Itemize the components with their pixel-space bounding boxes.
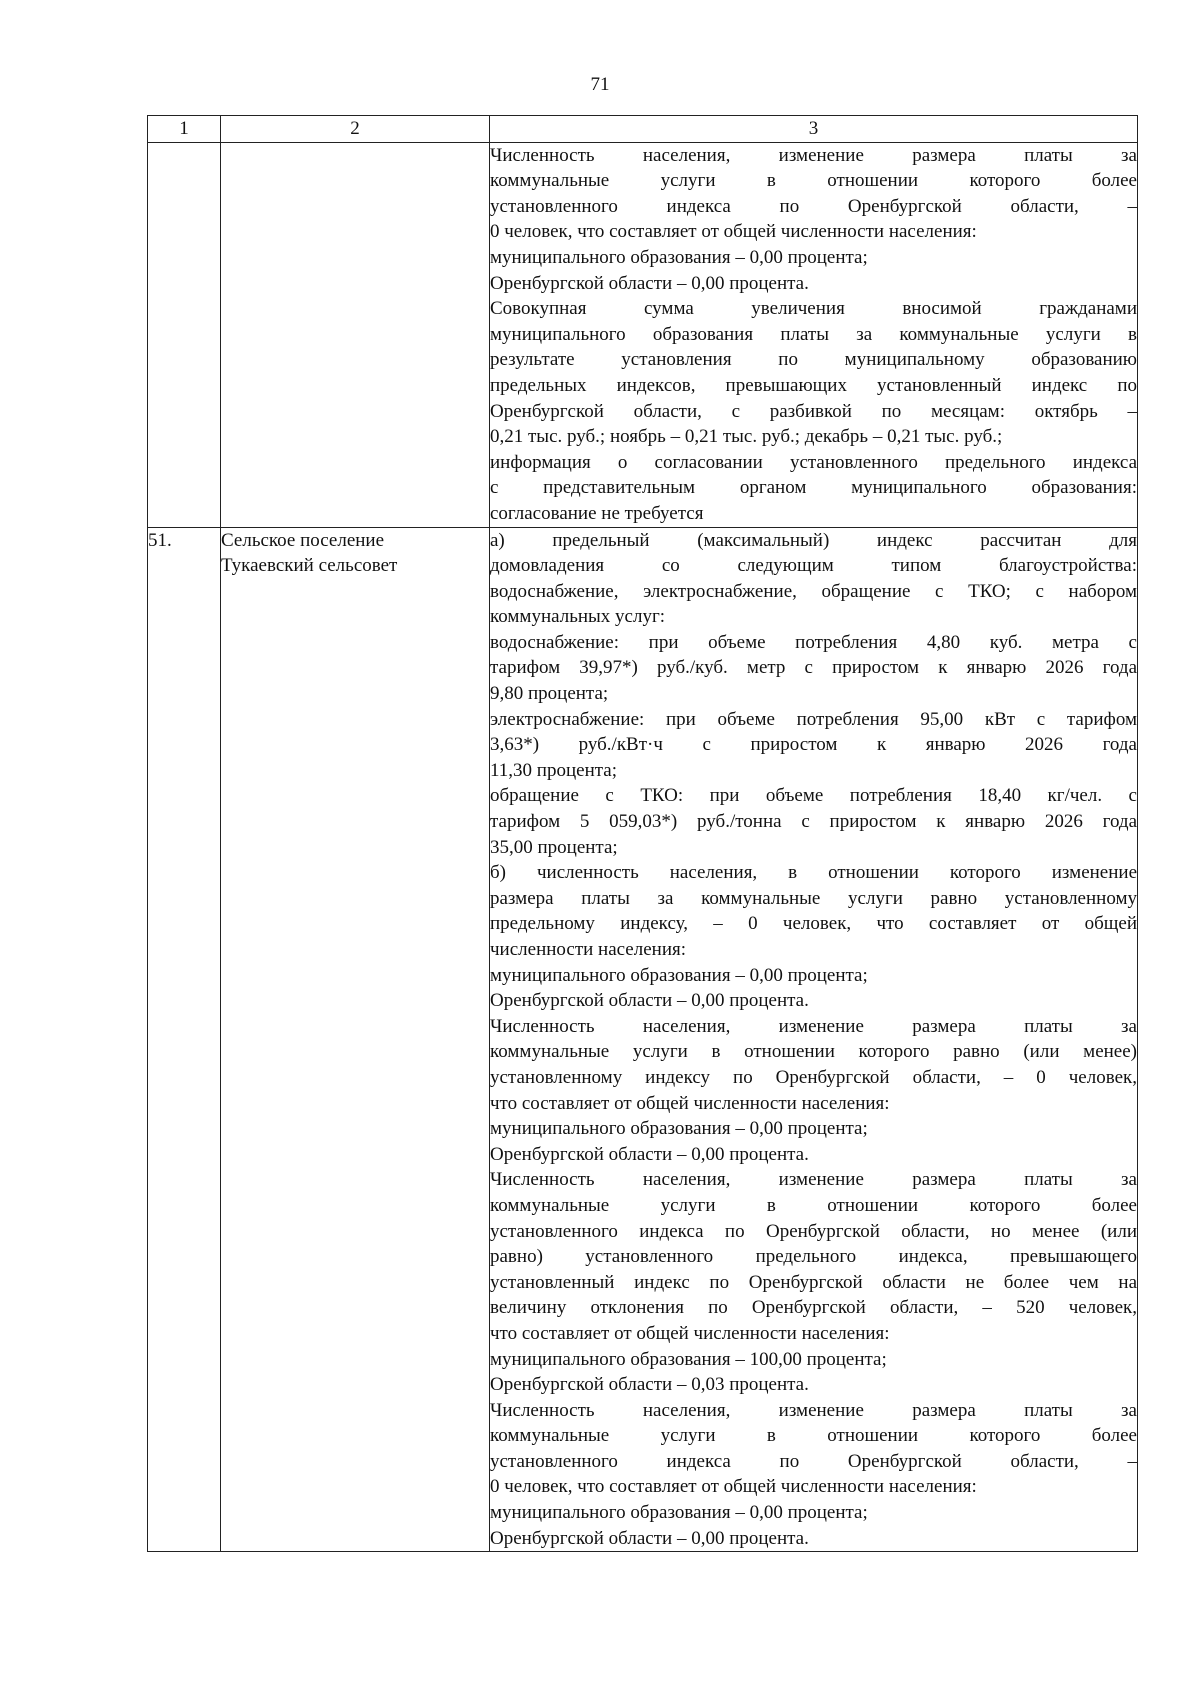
text-line: 0 человек, что составляет от общей численности населения: (490, 221, 977, 243)
text-line: Оренбургской области – 0,03 процента. (490, 1374, 809, 1396)
text-line: Оренбургской области – 0,00 процента. (490, 272, 809, 294)
text-line: численности населения: (490, 939, 687, 960)
text-line: 3,63*) руб./кВт·ч с приростом к январю 2026 года (490, 734, 1137, 756)
text-line: б) численность населения, в отношении которого изменение (490, 862, 1137, 884)
header-col-3: 3 (490, 116, 1138, 143)
row-number: 51. (148, 527, 221, 1552)
text-line: предельных индексов, превышающих установленный индекс по (490, 374, 1137, 396)
text-line: тарифом 39,97*) руб./куб. метр с приростом к январю 2026 года (490, 657, 1137, 679)
row-number (148, 142, 221, 527)
text-line: коммунальные услуги в отношении которого более (490, 170, 1137, 192)
text-line: водоснабжение, электроснабжение, обращение с ТКО; с набором (490, 580, 1137, 602)
text-line: Численность населения, изменение размера платы за (490, 1015, 1137, 1037)
text-line: установленному индексу по Оренбургской области, – 0 человек, (490, 1066, 1137, 1088)
text-line: Оренбургской области, с разбивкой по месяцам: октябрь – (490, 400, 1137, 422)
header-col-1: 1 (148, 116, 221, 143)
text-line: Численность населения, изменение размера платы за (490, 1399, 1137, 1421)
text-line: 9,80 процента; (490, 683, 609, 705)
text-line: Совокупная сумма увеличения вносимой гражданами (490, 298, 1137, 320)
text-line: 0 человек, что составляет от общей численности населения: (490, 1476, 977, 1498)
page-number: 71 (590, 74, 610, 95)
text-line: величину отклонения по Оренбургской области, – 520 человек, (490, 1297, 1137, 1319)
text-line: Оренбургской области – 0,00 процента. (490, 1143, 809, 1165)
table-row-51 (148, 527, 1138, 1552)
settlement-name-line: Сельское поселение (221, 529, 385, 551)
settlement-name-cell (221, 142, 490, 527)
text-line: муниципального образования – 0,00 процента; (490, 964, 868, 986)
text-line: 11,30 процента; (490, 759, 617, 781)
text-line: обращение с ТКО: при объеме потребления 18,40 кг/чел. с (490, 785, 1137, 807)
indices-table (147, 115, 1138, 1552)
text-line: водоснабжение: при объеме потребления 4,80 куб. метра с (490, 631, 1137, 653)
text-line: что составляет от общей численности населения: (490, 1322, 890, 1344)
text-line: информация о согласовании установленного предельного индекса (490, 451, 1137, 473)
text-line: 35,00 процента; (490, 836, 618, 858)
text-line: что составляет от общей численности населения: (490, 1092, 890, 1114)
text-line: муниципального образования – 0,00 процента; (490, 246, 868, 268)
text-line: Оренбургской области – 0,00 процента. (490, 990, 809, 1012)
text-line: муниципального образования – 0,00 процента; (490, 1118, 868, 1140)
settlement-name-line: Тукаевский сельсовет (221, 555, 398, 577)
text-line: а) предельный (максимальный) индекс рассчитан для (490, 529, 1137, 551)
text-line: муниципального образования – 0,00 процента; (490, 1502, 868, 1524)
text-line: предельному индексу, – 0 человек, что составляет от общей (490, 913, 1137, 935)
text-line: установленного индекса по Оренбургской области, – (490, 195, 1137, 217)
text-line: муниципального образования платы за коммунальные услуги в (490, 323, 1137, 345)
text-line: муниципального образования – 100,00 процента; (490, 1348, 887, 1370)
text-line: Численность населения, изменение размера платы за (490, 1169, 1137, 1191)
text-line: установленного индекса по Оренбургской области, – (490, 1450, 1137, 1472)
settlement-name-cell (221, 527, 490, 1552)
table-row-continuation (148, 142, 1138, 527)
indices-text-cell (490, 142, 1138, 527)
text-line: результате установления по муниципальному образованию (490, 349, 1137, 371)
indices-text-cell (490, 527, 1138, 1552)
text-line: установленного индекса по Оренбургской области, но менее (или (490, 1220, 1137, 1242)
text-line: домовладения со следующим типом благоустройства: (490, 555, 1137, 577)
text-line: с представительным органом муниципального образования: (490, 477, 1137, 499)
header-col-2: 2 (221, 116, 490, 143)
text-line: Оренбургской области – 0,00 процента. (490, 1527, 809, 1549)
text-line: согласование не требуется (490, 502, 704, 524)
text-line: 0,21 тыс. руб.; ноябрь – 0,21 тыс. руб.; декабрь – 0,21 тыс. руб.; (490, 426, 1003, 448)
text-line: коммунальные услуги в отношении которого более (490, 1425, 1137, 1447)
text-line: равно) установленного предельного индекса, превышающего (490, 1246, 1137, 1268)
text-line: тарифом 5 059,03*) руб./тонна с приростом к январю 2026 года (490, 811, 1137, 833)
text-line: коммунальные услуги в отношении которого равно (или менее) (490, 1041, 1137, 1063)
text-line: коммунальные услуги в отношении которого более (490, 1194, 1137, 1216)
text-line: коммунальных услуг: (490, 606, 666, 628)
text-line: электроснабжение: при объеме потребления 95,00 кВт с тарифом (490, 708, 1137, 730)
text-line: Численность населения, изменение размера платы за (490, 144, 1137, 166)
header-row (148, 116, 1138, 143)
text-line: установленный индекс по Оренбургской области не более чем на (490, 1271, 1137, 1293)
text-line: размера платы за коммунальные услуги равно установленному (490, 887, 1137, 909)
